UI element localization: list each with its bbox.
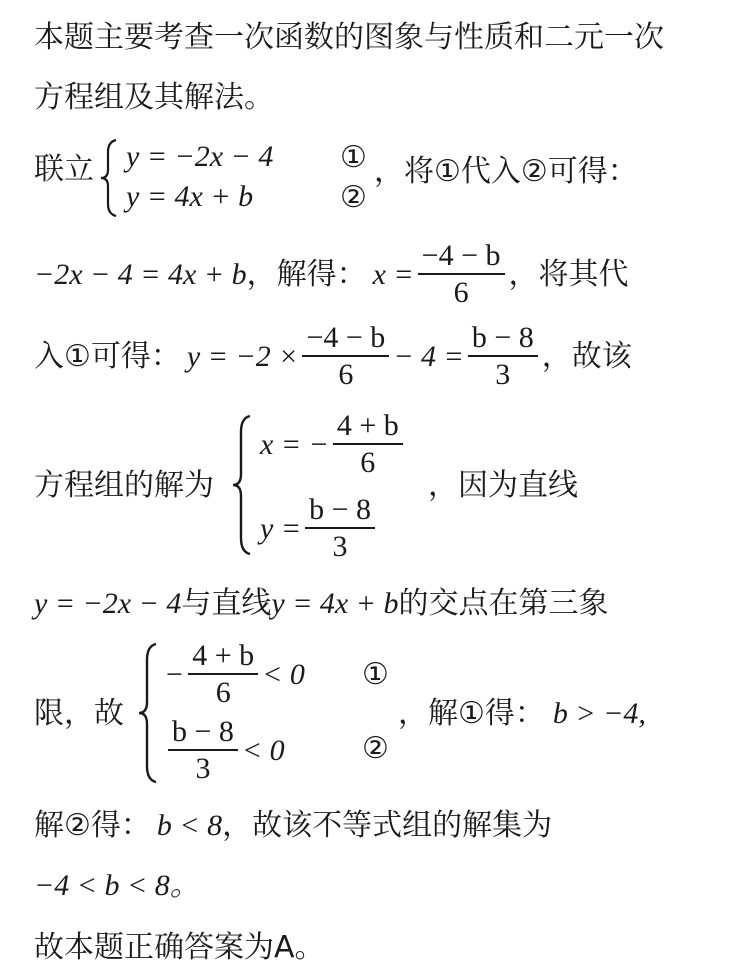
fraction-ineq-1-num: 4 + b <box>192 639 255 672</box>
text-line-5 <box>34 322 632 392</box>
text-line-6-suffix <box>428 466 578 506</box>
equation-x-neg: x = − <box>260 428 329 461</box>
text-jiaodian: 的交点在第三象 <box>398 586 609 621</box>
equation-line-2: y = 4x + b <box>271 587 399 620</box>
fraction-2 <box>468 321 538 393</box>
text-solution: 方程组的解为 <box>34 468 214 503</box>
text-yuzhixian: 与直线 <box>181 586 272 621</box>
text-gugai: ，故该 <box>541 339 632 374</box>
system-3-ineq2 <box>164 716 285 786</box>
fraction-ineq-2-num: b − 8 <box>172 715 234 748</box>
left-brace-2 <box>230 414 254 556</box>
text-line-8-prefix <box>34 694 124 734</box>
fraction-x-den: 6 <box>453 276 469 309</box>
fraction-x-sol-num: 4 + b <box>336 409 399 442</box>
text-jiangqidai: ，将其代 <box>508 257 629 292</box>
system-2-x <box>260 410 407 480</box>
fraction-1 <box>302 321 389 393</box>
fraction-x-sol-den: 6 <box>360 446 376 479</box>
text-xiangu: 限，故 <box>34 696 124 731</box>
fraction-2-num: b − 8 <box>471 321 534 354</box>
fraction-ineq-1 <box>188 639 258 711</box>
circle-2: ② <box>362 730 389 766</box>
text-line-2 <box>34 78 274 118</box>
left-brace-3 <box>136 642 160 784</box>
intro-text-2: 方程组及其解法。 <box>34 80 274 115</box>
fraction-x <box>418 239 505 311</box>
result-b-gt: b > −4, <box>552 697 646 730</box>
text-jieji: ，故该不等式组的解集为 <box>222 808 553 843</box>
fraction-ineq-1-den: 6 <box>215 676 231 709</box>
system-1-eq1: y = −2x − 4 <box>126 140 274 173</box>
system-1-eq2: y = 4x + b <box>126 180 254 213</box>
left-brace-1 <box>98 138 120 218</box>
result-b-lt: b < 8 <box>156 809 223 842</box>
equation-a: −2x − 4 = 4x + b <box>34 258 247 291</box>
text-jiede: ，解得： <box>246 257 367 292</box>
text-line-11 <box>34 928 325 968</box>
less-than-zero-1: < 0 <box>262 658 305 691</box>
fraction-x-sol <box>333 409 403 481</box>
system-3-ineq1 <box>164 640 305 710</box>
equation-line-1: y = −2x − 4 <box>34 587 182 620</box>
text-line-6-prefix <box>34 466 214 506</box>
text-yinwei: ，因为直线 <box>428 468 578 503</box>
fraction-2-den: 3 <box>495 358 511 391</box>
less-than-zero-2: < 0 <box>241 734 285 767</box>
text-line-1 <box>34 18 664 58</box>
intro-text: 本题主要考查一次函数的图象与性质和二元一次 <box>34 20 664 55</box>
prefix-lianli: 联立 <box>34 152 94 187</box>
text-jie1: ，解①得： <box>398 696 545 731</box>
fraction-ineq-2 <box>168 715 238 787</box>
system-2-y <box>260 494 379 564</box>
equation-x: x = <box>372 258 414 291</box>
fraction-x-num: −4 − b <box>421 239 501 272</box>
equation-y: y = −2 × <box>186 340 299 373</box>
equation-y-eq: y = <box>260 512 302 545</box>
text-line-10 <box>34 866 200 906</box>
equation-minus4: − 4 = <box>393 340 464 373</box>
fraction-1-num: −4 − b <box>306 321 386 354</box>
fraction-y-sol <box>305 493 375 565</box>
text-line-4 <box>34 240 629 310</box>
circle-1: ① <box>362 656 389 692</box>
text-line-9 <box>34 806 552 846</box>
fraction-1-den: 6 <box>338 358 354 391</box>
solution-set: −4 < b < 8。 <box>34 869 200 902</box>
text-line-3-suffix <box>374 152 638 192</box>
text-line-3-prefix <box>34 150 94 190</box>
suffix-text: ，将①代入②可得： <box>374 154 638 189</box>
minus-sign: − <box>164 658 185 691</box>
text-ru: 入①可得： <box>34 339 181 374</box>
fraction-y-sol-den: 3 <box>332 530 348 563</box>
text-line-7 <box>34 584 609 624</box>
circle-2: ② <box>340 179 367 215</box>
text-line-8-suffix <box>398 694 646 734</box>
final-answer: 故本题正确答案为A。 <box>34 930 325 965</box>
text-jie2: 解②得： <box>34 808 151 843</box>
circle-1: ① <box>340 139 367 175</box>
fraction-ineq-2-den: 3 <box>195 752 211 785</box>
fraction-y-sol-num: b − 8 <box>309 493 371 526</box>
